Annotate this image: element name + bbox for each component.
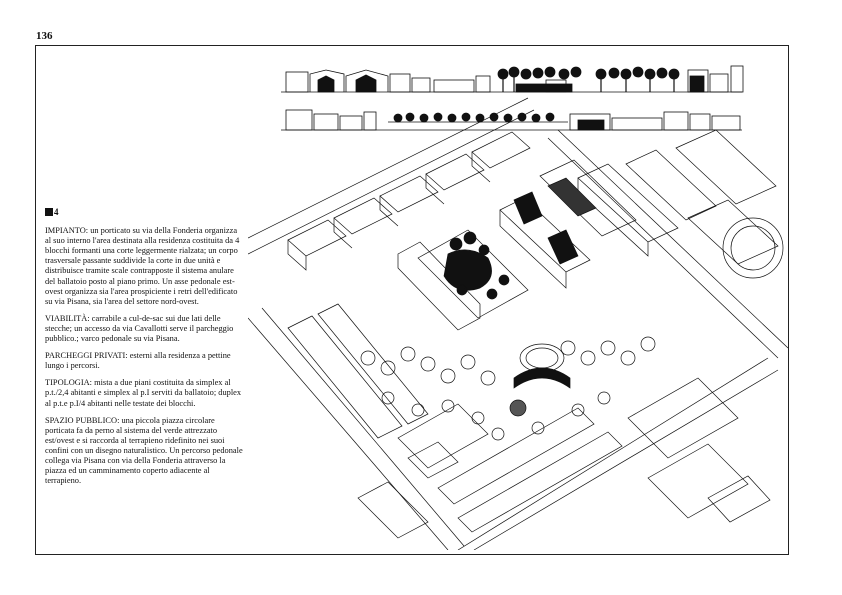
section-marker	[45, 207, 245, 217]
paragraph-label: SPAZIO PUBBLICO	[45, 415, 118, 425]
paragraph-label: PARCHEGGI PRIVATI	[45, 351, 126, 361]
paragraph-text: : mista a due piani costituita da simplex al p.t./2,4 abitanti e simplex al p.I serviti da ballatoio; duplex al p.t.e p.I/4 abitanti nelle testate dei blocchi.	[45, 378, 242, 408]
elevation-south	[281, 110, 742, 130]
paragraph-text: : una piccola piazza circolare porticata fa da perno al sistema del verde attrezzato est/ovest e si raccorda al terrapieno ridefinito nei suoi confini con un disegno naturalistico. Un percorso pedonale collega via Pisana con via della Fonderia attraverso la piazza ed un camminamento coperto adiacente al terrapieno.	[45, 415, 243, 486]
paragraph-spazio-pubblico	[45, 416, 245, 487]
paragraph-text: : esterni alla residenza a pettine lungo i percorsi.	[45, 351, 231, 371]
paragraph-label: TIPOLOGIA	[45, 378, 90, 388]
paragraph-tipologia	[45, 378, 245, 408]
paragraph-text: : carrabile a cul-de-sac sui due lati delle stecche; un accesso da via Cavallotti serve il parcheggio pubblico.; varco pedonale su via Pisana.	[45, 313, 234, 344]
section-number: 4	[54, 207, 59, 217]
paragraph-text: : un porticato su via della Fonderia organizza al suo interno l'area destinata alla residenza costituita da 4 blocchi formanti una corte leggermente rialzata; un corpo trasversale passante suddivide la corte in due unità e distribuisce tramite scale contrapposte il sistema anulare del ballatoio posto al piano primo. Un asse pedonale est-ovest organizza sia l'area prospiciente i retri dell'edificato su via Pisana, sia l'area del settore nord-ovest.	[45, 226, 240, 306]
paragraph-label: IMPIANTO	[45, 226, 86, 236]
section-square-icon	[45, 208, 53, 216]
paragraph-parcheggi	[45, 351, 245, 371]
axonometric-site-plan	[248, 98, 788, 550]
paragraph-impianto	[45, 226, 245, 307]
paragraph-viabilita	[45, 314, 245, 344]
description-column	[45, 207, 245, 493]
page-number: 136	[36, 30, 53, 42]
elevation-north	[281, 66, 743, 92]
paragraph-label: VIABILITÀ	[45, 313, 88, 323]
architectural-drawings	[248, 58, 788, 550]
